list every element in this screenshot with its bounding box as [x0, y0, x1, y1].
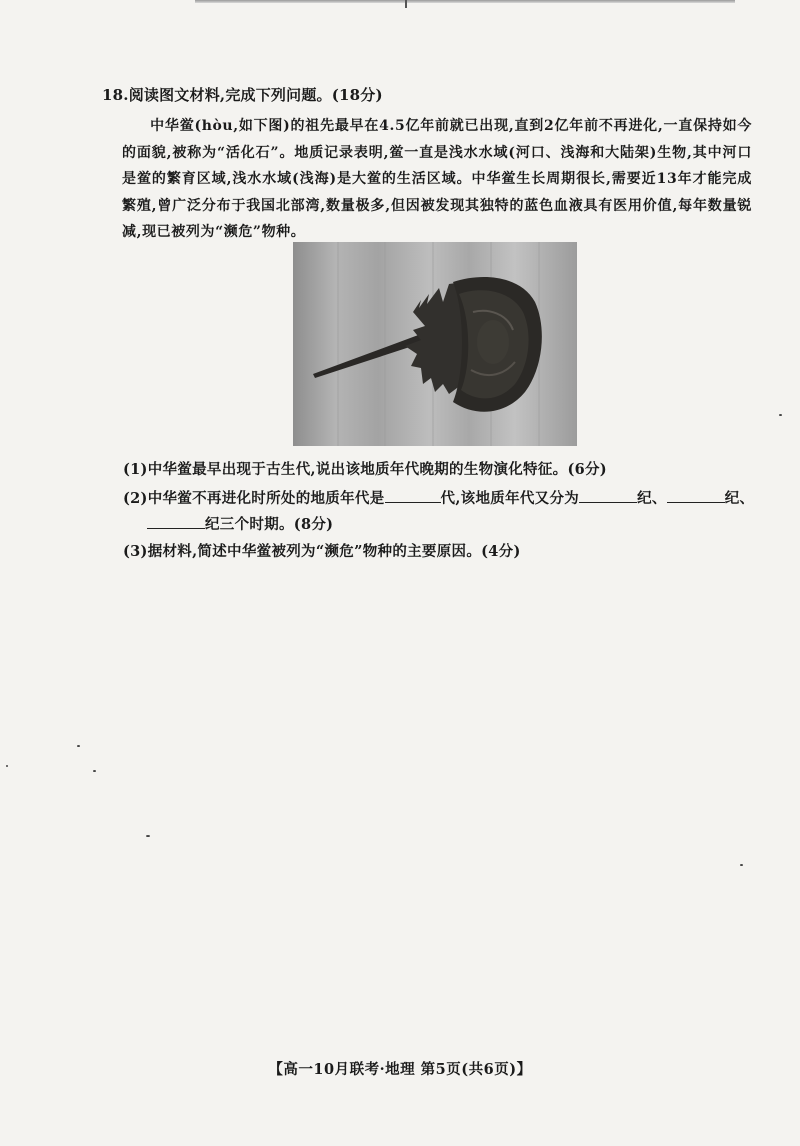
scan-speck: [779, 414, 782, 416]
sub2-text-a: (2)中华鲎不再进化时所处的地质年代是: [123, 490, 385, 507]
answer-blank-period-2[interactable]: [667, 488, 725, 503]
scan-speck: [740, 864, 743, 866]
question-material: [122, 113, 752, 246]
sub2-text-b: 代,该地质年代又分为: [440, 490, 580, 507]
question-title: 18.阅读图文材料,完成下列问题。(18分): [102, 86, 383, 104]
material-text: 中华鲎(hòu,如下图)的祖先最早在4.5亿年前就已出现,直到2亿年前不再进化,一直保持如今的面貌,被称为“活化石”。地质记录表明,鲎一直是浅水水域(河口、浅海和大陆架)生物,其中河口是鲎的繁育区域,浅水水域(浅海)是大鲎的生活区域。中华鲎生长周期很长,需要近13年才能完成繁殖,曾广泛分布于我国北部湾,数量极多,但因被发现其独特的蓝色血液具有医用价值,每年数量锐减,现已被列为“濒危”物种。: [122, 118, 752, 240]
sub-question-1: (1)中华鲎最早出现于古生代,说出该地质年代晚期的生物演化特征。(6分): [123, 461, 607, 478]
top-edge-line: [195, 0, 735, 3]
top-edge-mark: [405, 0, 407, 8]
scan-speck: [6, 765, 8, 767]
sub-question-2-continued: [147, 513, 333, 534]
answer-blank-period-1[interactable]: [579, 488, 637, 503]
sub-question-2: [123, 487, 754, 508]
answer-blank-era[interactable]: [385, 488, 441, 503]
horseshoe-crab-image: [293, 242, 577, 446]
sub2-text-e: 纪三个时期。(8分): [205, 516, 334, 533]
sub2-text-c: 纪、: [637, 490, 667, 507]
scan-speck: [77, 745, 80, 747]
sub2-text-d: 纪、: [724, 490, 755, 507]
sub-question-3: (3)据材料,简述中华鲎被列为“濒危”物种的主要原因。(4分): [123, 543, 521, 560]
scan-speck: [93, 770, 96, 772]
horseshoe-crab-photo: [293, 242, 577, 446]
scan-speck: [146, 835, 150, 837]
page-footer: 【高一10月联考·地理 第5页(共6页)】: [268, 1061, 532, 1078]
answer-blank-period-3[interactable]: [147, 514, 205, 529]
